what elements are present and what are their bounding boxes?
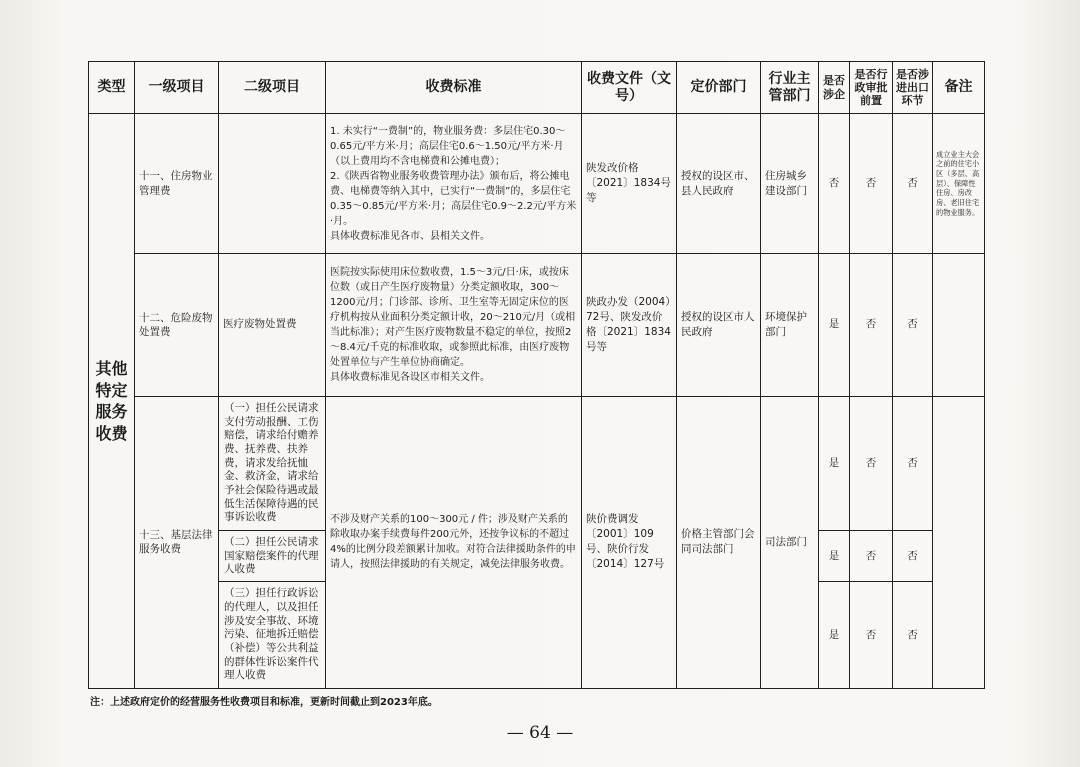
admin-approval-cell: 否	[850, 396, 893, 531]
doc-cell: 陕发改价格〔2021〕1834号等	[582, 114, 677, 254]
enterprise-cell: 是	[819, 531, 850, 582]
level1-cell: 十二、危险废物处置费	[135, 253, 219, 396]
enterprise-cell: 是	[819, 396, 850, 531]
header-level2: 二级项目	[219, 62, 326, 114]
admin-approval-cell: 否	[850, 114, 893, 254]
industry-dept-cell: 司法部门	[761, 396, 819, 688]
import-export-cell: 否	[893, 582, 933, 689]
standard-line: 2.《陕西省物业服务收费管理办法》颁布后，将公摊电费、电梯费等纳入其中，已实行“一费制”的，多层住宅0.35～0.85元/平方米·月；高层住宅0.9～2.2元/平方米·月。	[330, 170, 577, 227]
page-number: — 64 —	[506, 723, 574, 743]
remark-cell	[933, 396, 985, 688]
standard-cell	[326, 253, 582, 396]
footnote: 注：上述政府定价的经营服务性收费项目和标准，更新时间截止到2023年底。	[90, 697, 438, 708]
standard-line: 具体收费标准见各设区市相关文件。	[330, 371, 490, 383]
fee-table	[88, 61, 985, 689]
admin-approval-cell: 否	[850, 582, 893, 689]
standard-cell	[326, 114, 582, 254]
import-export-cell: 否	[893, 531, 933, 582]
table-row	[89, 253, 985, 396]
level2-cell: 医疗废物处置费	[219, 253, 326, 396]
import-export-cell: 否	[893, 253, 933, 396]
header-enterprise: 是否涉企	[819, 62, 850, 114]
standard-line: 具体收费标准见各市、县相关文件。	[330, 230, 490, 242]
standard-cell: 不涉及财产关系的100～300元 / 件；涉及财产关系的除收取办案手续费每件200元外，还按争议标的不超过4%的比例分段差额累计加收。对符合法律援助条件的申请人，按照法律援助的有关规定，减免法律服务收费。	[326, 396, 582, 688]
pricing-dept-cell: 价格主管部门会同司法部门	[677, 396, 761, 688]
remark-cell	[933, 253, 985, 396]
remark-cell: 成立业主大会之前的住宅小区（多层、高层）、保障性住房、房改房、老旧住宅的物业服务。	[933, 114, 985, 254]
header-doc: 收费文件（文号）	[582, 62, 677, 114]
enterprise-cell: 是	[819, 253, 850, 396]
level2-cell: （二）担任公民请求国家赔偿案件的代理人收费	[219, 531, 326, 582]
standard-line: 1. 未实行“一费制”的，物业服务费：多层住宅0.30～0.65元/平方米·月；高层住宅0.6～1.50元/平方米·月（以上费用均不含电梯费和公摊电费）；	[330, 125, 566, 167]
level1-cell: 十三、基层法律服务收费	[135, 396, 219, 688]
standard-line: 医院按实际使用床位数收费，1.5～3元/日·床，或按床位数（或日产生医疗废物量）分类定额收取，300～1200元/月；门诊部、诊所、卫生室等无固定床位的医疗机构按从业面积分类定额计收，20～210元/月（或相当此标准）；对产生医疗废物数量不稳定的单位，按照2～8.4元/千克的标准收取，或参照此标准，由医疗废物处置单位与产生单位协商确定。	[330, 266, 576, 368]
admin-approval-cell: 否	[850, 253, 893, 396]
header-type: 类型	[89, 62, 135, 114]
level2-cell: （三）担任行政诉讼的代理人，以及担任涉及安全事故、环境污染、征地拆迁赔偿（补偿）等公共利益的群体性诉讼案件代理人收费	[219, 582, 326, 689]
enterprise-cell: 是	[819, 582, 850, 689]
enterprise-cell: 否	[819, 114, 850, 254]
header-pricing-dept: 定价部门	[677, 62, 761, 114]
table-row	[89, 396, 985, 531]
pricing-dept-cell: 授权的设区市、县人民政府	[677, 114, 761, 254]
header-level1: 一级项目	[135, 62, 219, 114]
industry-dept-cell: 住房城乡建设部门	[761, 114, 819, 254]
level1-cell: 十一、住房物业管理费	[135, 114, 219, 254]
header-admin-approval: 是否行政审批前置	[850, 62, 893, 114]
table-row	[89, 114, 985, 254]
import-export-cell: 否	[893, 396, 933, 531]
doc-cell: 陕政办发（2004）72号、陕发改价格〔2021〕1834号等	[582, 253, 677, 396]
header-industry-dept: 行业主管部门	[761, 62, 819, 114]
level2-cell: （一）担任公民请求支付劳动报酬、工伤赔偿，请求给付赡养费、抚养费、扶养费，请求发给抚恤金、救济金，请求给予社会保险待遇或最低生活保障待遇的民事诉讼收费	[219, 396, 326, 531]
admin-approval-cell: 否	[850, 531, 893, 582]
doc-cell: 陕价费调发〔2001〕109号、陕价行发〔2014〕127号	[582, 396, 677, 688]
pricing-dept-cell: 授权的设区市人民政府	[677, 253, 761, 396]
industry-dept-cell: 环境保护部门	[761, 253, 819, 396]
import-export-cell: 否	[893, 114, 933, 254]
header-remark: 备注	[933, 62, 985, 114]
header-standard: 收费标准	[326, 62, 582, 114]
level2-cell	[219, 114, 326, 254]
category-cell: 其他特定服务收费	[89, 114, 135, 689]
header-import-export: 是否涉进出口环节	[893, 62, 933, 114]
table-header-row	[89, 62, 985, 114]
